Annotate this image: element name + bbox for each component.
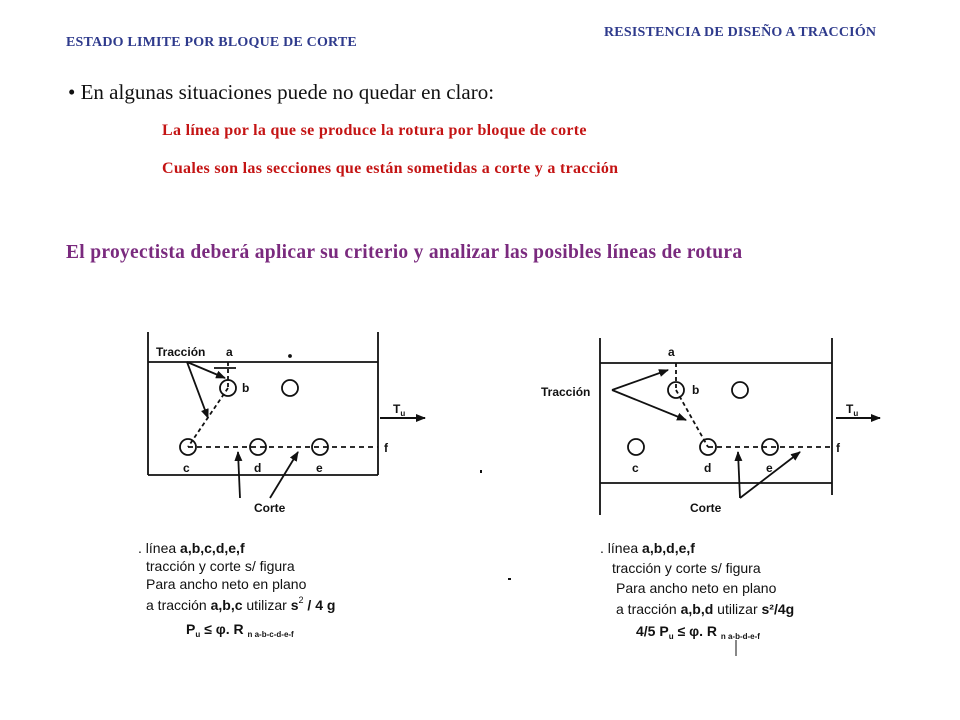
left-label-c: c bbox=[183, 461, 190, 475]
right-caption-line3: Para ancho neto en plano bbox=[616, 580, 777, 596]
left-corte-arrow-1 bbox=[238, 452, 240, 498]
right-hole-b2 bbox=[732, 382, 748, 398]
left-formula: $P_u \le \varphi$. R $_{n a-b-c-d-e-f}$ bbox=[186, 621, 294, 639]
bullet-intro: • En algunas situaciones puede no quedar en claro: bbox=[68, 80, 495, 104]
left-caption-line2: tracción y corte s/ figura bbox=[146, 558, 295, 574]
right-caption-line1: . línea a,b,d,e,f bbox=[600, 540, 695, 556]
right-corte-arrow-2 bbox=[740, 452, 800, 498]
right-traccion-label: Tracción bbox=[541, 385, 591, 399]
right-label-d: d bbox=[704, 461, 712, 475]
right-formula: 4/5 $P_u \le \varphi$. R $_{n a-b-d-e-f}$ bbox=[636, 623, 760, 641]
left-tu-label: $T_u$ bbox=[393, 402, 406, 418]
right-traccion-arrow-2 bbox=[612, 390, 686, 420]
designer-paragraph: El proyectista deberá aplicar su criterio y analizar las posibles líneas de rotura bbox=[66, 242, 743, 263]
left-label-f: f bbox=[384, 441, 388, 455]
right-hole-c bbox=[628, 439, 644, 455]
left-caption-line3: Para ancho neto en plano bbox=[146, 576, 307, 592]
right-corte-label: Corte bbox=[690, 501, 722, 515]
right-label-c: c bbox=[632, 461, 639, 475]
left-label-a: a bbox=[226, 345, 233, 359]
left-label-d: d bbox=[254, 461, 262, 475]
left-corte-label: Corte bbox=[254, 501, 286, 515]
right-caption-line4: a tracción a,b,d utilizar s²/4g bbox=[616, 601, 795, 617]
right-tu-label: $T_u$ bbox=[846, 402, 859, 418]
right-corte-arrow-1 bbox=[738, 452, 740, 498]
slide-title: RESISTENCIA DE DISEÑO A TRACCIÓN bbox=[604, 25, 877, 40]
section-title: ESTADO LIMITE POR BLOQUE DE CORTE bbox=[66, 35, 357, 50]
left-caption-line1: . línea a,b,c,d,e,f bbox=[138, 540, 245, 556]
right-label-b: b bbox=[692, 383, 700, 397]
scan-marks bbox=[480, 470, 511, 580]
right-traccion-arrow-1 bbox=[612, 370, 668, 390]
left-caption-line4: a tracción a,b,c utilizar $s^2 / 4$ g bbox=[146, 595, 336, 613]
point-sections: Cuales son las secciones que están sometidas a corte y a tracción bbox=[162, 160, 619, 177]
point-rupture-line: La línea por la que se produce la rotura por bloque de corte bbox=[162, 122, 587, 139]
left-label-b: b bbox=[242, 381, 250, 395]
left-dot bbox=[289, 355, 291, 357]
right-label-f: f bbox=[836, 441, 840, 455]
left-hole-b2 bbox=[282, 380, 298, 396]
left-label-e: e bbox=[316, 461, 323, 475]
right-label-e: e bbox=[766, 461, 773, 475]
right-label-a: a bbox=[668, 345, 675, 359]
left-traccion-label: Tracción bbox=[156, 345, 206, 359]
right-caption-line2: tracción y corte s/ figura bbox=[612, 560, 761, 576]
